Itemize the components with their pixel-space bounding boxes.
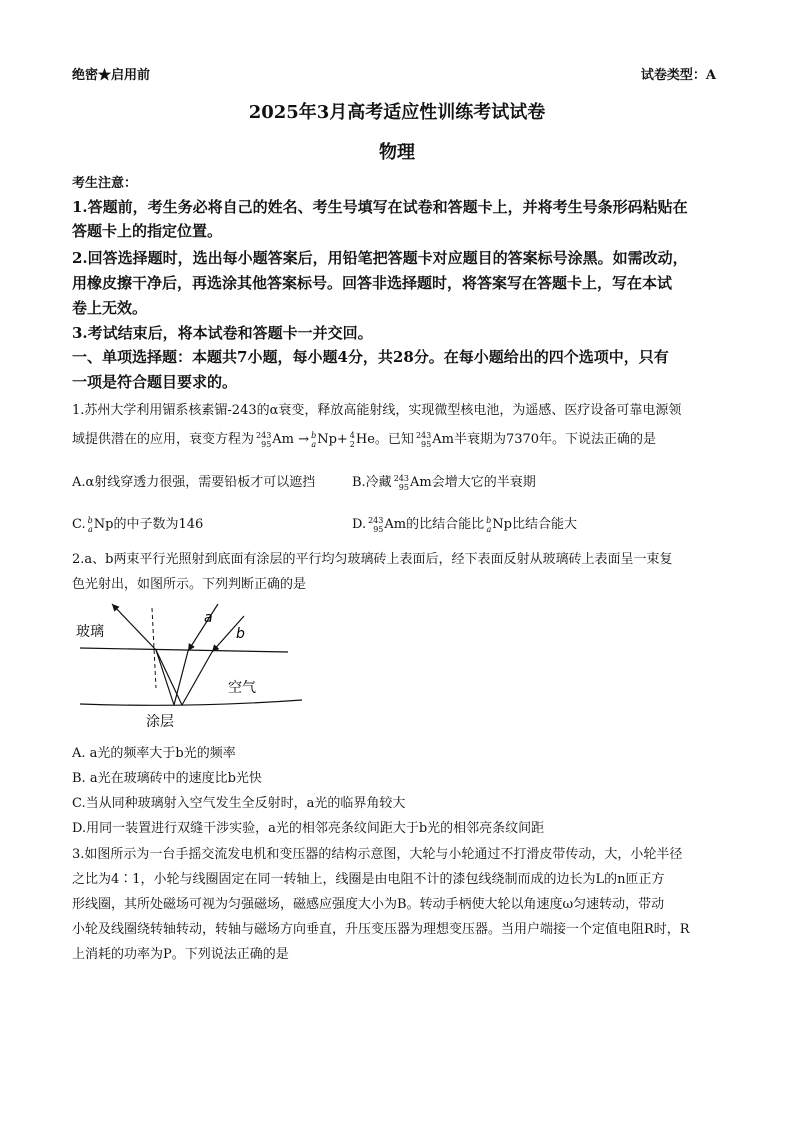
coating-surface <box>80 700 302 705</box>
q2-option-d: D.用同一装置进行双缝干涉实验，a光的相邻亮条纹间距大于b光的相邻亮条纹间距 <box>72 821 545 836</box>
q3-line3: 形线圈，其所处磁场可视为匀强磁场，磁感应强度大小为B。转动手柄使大轮以角速度ω匀速转动，带动 <box>72 897 665 912</box>
fig-label-coating: 涂层 <box>146 714 174 730</box>
notice-item-3: 3.考试结束后，将本试卷和答题卡一并交回。 <box>72 324 373 342</box>
notice-item-2a: 2.回答选择题时，选出每小题答案后，用铅笔把答题卡对应题目的答案标号涂黑。如需改动， <box>72 249 688 267</box>
q3-line5: 上消耗的功率为P。下列说法正确的是 <box>72 947 289 962</box>
notice-heading: 考生注意： <box>72 176 138 191</box>
q1-options-ab <box>72 471 732 490</box>
q1-line1: 1.苏州大学利用镅系核素镅-243的α衰变，释放高能射线，实现微型核电池，为遥感、医疗设备可靠电源领 <box>72 403 682 418</box>
q2-option-c: C.当从同种玻璃射入空气发生全反射时，a光的临界角较大 <box>72 796 406 811</box>
paper-type-label: 试卷类型：A <box>640 68 716 83</box>
section1-line2: 一项是符合题目要求的。 <box>72 373 238 391</box>
q2-line2: 色光射出，如图所示。下列判断正确的是 <box>72 577 307 592</box>
subject-title: 物理 <box>379 142 415 163</box>
q1-line2: 域提供潜在的应用，衰变方程为 243 95 Am → b a Np+ 4 2 He。已知 243 95 Am半衰期为7370年。下说法正确的是 <box>72 430 657 449</box>
q3-line1: 3.如图所示为一台手摇交流发电机和变压器的结构示意图，大轮与小轮通过不打滑皮带传动，大，小轮半径 <box>72 847 683 862</box>
secret-label: 绝密★启用前 <box>72 68 151 83</box>
ray-b-reflected <box>156 650 182 705</box>
q1-option-c: C. b a Np的中子数为146 <box>72 515 204 534</box>
q3-line4: 小轮及线圈绕转轴转动，转轴与磁场方向垂直，升压变压器为理想变压器。当用户端接一个定值电阻R时，R <box>72 922 690 937</box>
q2-optics-figure <box>70 596 320 738</box>
q2-line1: 2.a、b两束平行光照射到底面有涂层的平行均匀玻璃砖上表面后，经下表面反射从玻璃砖上表面呈一束复 <box>72 552 673 567</box>
header-row <box>72 64 732 83</box>
q1-option-d: D. 243 95 Am的比结合能比 b a Np比结合能大 <box>352 515 577 534</box>
fig-label-air: 空气 <box>228 680 256 696</box>
q1-options-cd <box>72 513 732 534</box>
q1-option-b: B.冷藏 243 95 Am会增大它的半衰期 <box>352 473 536 492</box>
section1-line1: 一、单项选择题：本题共7小题，每小题4分，共28分。在每小题给出的四个选项中，只有 <box>72 348 669 366</box>
q3-line2: 之比为4∶1，小轮与线圈固定在同一转轴上，线圈是由电阻不计的漆包线绕制而成的边长为L的n匝正方 <box>72 872 665 887</box>
q2-option-b: B. a光在玻璃砖中的速度比b光快 <box>72 771 262 786</box>
fig-label-glass: 玻璃 <box>76 624 104 640</box>
fig-label-a: a <box>204 610 213 626</box>
glass-top-surface <box>80 648 288 652</box>
notice-item-1b: 答题卡上的指定位置。 <box>72 222 223 240</box>
q2-option-a: A. a光的频率大于b光的频率 <box>72 746 236 761</box>
ray-a-incoming <box>188 604 218 651</box>
notice-item-2b: 用橡皮擦干净后，再选涂其他答案标号。回答非选择题时，将答案写在答题卡上，写在本试 <box>72 274 673 292</box>
ray-a-reflected <box>156 650 174 705</box>
fig-label-b: b <box>236 626 245 642</box>
exam-title: 2025年3月高考适应性训练考试试卷 <box>248 102 546 123</box>
ray-b-refracted <box>182 652 212 705</box>
notice-item-1a: 1.答题前，考生务必将自己的姓名、考生号填写在试卷和答题卡上，并将考生号条形码粘贴在 <box>72 198 688 216</box>
emergent-ray <box>112 604 156 650</box>
notice-item-2c: 卷上无效。 <box>72 299 148 317</box>
q1-option-a: A.α射线穿透力很强，需要铅板才可以遮挡 <box>72 475 316 490</box>
